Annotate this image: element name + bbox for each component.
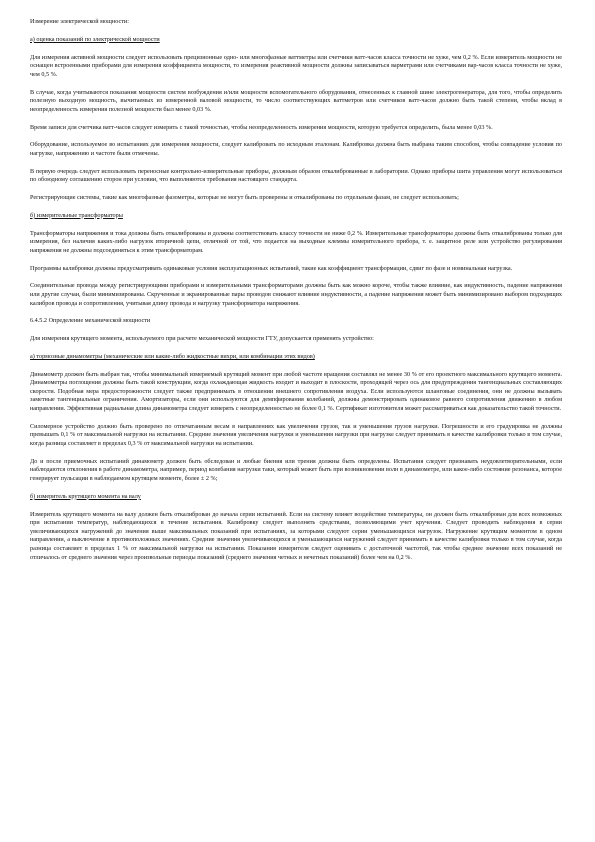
section-heading: б) измеритель крутящего момента на валу xyxy=(30,492,141,500)
paragraph: Для измерения крутящего момента, используемого при расчете механической мощности ГТУ, допускается применять устройство: xyxy=(30,335,374,343)
section-heading: а) оценка показаний по электрической мощности xyxy=(30,35,160,43)
paragraph: В первую очередь следует использовать переносные контрольно-измерительные приборы, должным образом откалиброванные в лаборатории. Однако приборы шита управления могут использоваться по обоюдному соглашению сторон при условии, что выполняются требования настоящего стандарта. xyxy=(30,167,562,184)
paragraph: Измерение электрической мощности: xyxy=(30,18,129,25)
paragraph: Программы калибровки должны предусматривать одинаковые условия эксплуатационных испытаний, такие как коэффициент трансформации, сдвиг по фазе и номинальная нагрузка. xyxy=(30,264,513,272)
section-heading: а) тормозные динамометры (механические или какие-либо жидкостные вихри, или комбинации этих видов) xyxy=(30,352,315,360)
paragraph: Время записи для счетчика ватт-часов следует измерить с такой точностью, чтобы неопределенность измерения мощности, которую требуется определить, была менее 0,03 %. xyxy=(30,123,493,131)
paragraph: Трансформаторы напряжения и тока должны быть откалиброваны и должны соответствовать классу точности не ниже 0,2 %. Измерительные трансформаторы должны быть откалиброваны только для измерения, без наличия каких-либо нагрузок вторичной цепи, отличной от той, что подается на выходные клеммы измерительного прибора, т. е. защитное реле или устройство регулирования напряжения не должны подсоединяться к этим трансформаторам. xyxy=(30,229,562,254)
paragraph: В случае, когда учитываются показания мощности систем возбуждения и/или мощности вспомогательного оборудования, отнесенных к главной шине электрогенератора, для того, чтобы определить полезную выходную мощность, вычитаемых из измеренной валовой мощности, то число соответствующих ваттметров или счетчиков ватт-часов должно быть такой степени, чтобы вклад в неопределенность измерения полезной мощности был менее 0,03 %. xyxy=(30,88,562,113)
paragraph: Силомерное устройство должно быть проверено по отпечатанным весам в направлениях как увеличения грузов, так и уменьшения грузов нагрузки. Погрешности и его градуировка не должны превышать 0,1 % от максимальной нагрузки на испытании. Средние значения увеличения нагрузки и уменьшения нагрузки при нагрузке следует принимать в качестве калибровки только в том случае, когда разница составляет в пределах 0,3 % от максимальной нагрузки на испытании. xyxy=(30,422,562,447)
paragraph: До и после приемочных испытаний динамометр должен быть обследован и любые биения или трения должны быть определены. Испытания следует признавать неудовлетворительными, если наблюдаются отклонения в работе динамометра, например, период колебания нагрузки таки, который может быть при возникновении волн в динамометре, или какое-либо состояние резонанса, которое генерирует пульсации в наблюдаемом крутящем моменте, более ± 2 %; xyxy=(30,457,562,482)
document-page xyxy=(30,18,562,571)
paragraph: 6.4.5.2 Определение механической мощности xyxy=(30,317,151,325)
paragraph: Для измерения активной мощности следует использовать прецизионные одно- или многофазные ваттметры или счетчики ватт-часов класса точности не хуже, чем 0,2 %. Если измеритель мощности не оснащен встроенными приборами для измерения коэффициента мощности, то измерения реактивной мощности должны записываться варметрами или счетчиками вар-часов класса точности не хуже, чем 0,5 %. xyxy=(30,53,562,78)
paragraph: Регистрирующие системы, такие как многофазные фазометры, которые не могут быть проверены и откалиброваны по отдельным фазам, не следует использовать; xyxy=(30,194,459,202)
paragraph: Динамометр должен быть выбран так, чтобы минимальный измеряемый крутящий момент при любой частоте вращения составлял не менее 30 % от его проектного максимального крутящего момента. Динамометры поглощения должны быть такой конструкции, когда охлаждающая жидкость входит и выходит в плоскости, проходящей через ось для предупреждения тангенциальных составляющих скорости. Подобная мера предосторожности следует также предпринимать в отношении внешнего сопротивления воздуха. Если используются шланговые соединения, они не должны вызывать заметные тангенциальные ограничения. Амортизаторы, если они используются для демпфирования колебаний, должны демонстрировать одинаковое равного сопротивления движению в любом направлении. Эффективная радиальная длина динамометра следует измерять с неопределенностью не более 0,1 %. Сертификат изготовителя может рассматриваться как доказательство такой точности. xyxy=(30,370,562,413)
paragraph: Измеритель крутящего момента на валу должен быть откалиброван до начала серии испытаний. Если на систему влияет воздействие температуры, он должен быть откалиброван для всех возможных при испытании температур, наблюдающихся в течение испытания. Калибровку следует выполнять средствами, позволяющими учет кручения. Следует проводить наблюдения в серии увеличивающихся нагружений до значения выше максимальных показаний при испытаниях, за которыми следуют серии уменьшающихся нагрузок. Нагружение крутящим моментом в одном направлении, а выключение в противоположных значениях. Средние значения увеличивающихся и уменьшающихся нагружений следует принимать в качестве калибровки только в том случае, когда разница составляет в пределах 1 % от максимальной нагрузки на испытании. Показания измерителя следует оценивать с достаточной частотой, так чтобы среднее значение всех показаний не отличалось от среднего значения через произвольные периоды показаний (среднего значения четных и нечетных показаний) более чем на 0,2 %. xyxy=(30,510,562,561)
section-heading: б) измерительные трансформаторы xyxy=(30,211,123,219)
paragraph: Соединительные провода между регистрирующими приборами и измерительными трансформаторами должны быть как можно короче, чтобы также влияние, как индуктивность, падение напряжения или другие случаи, были минимизированы. Скрученные и экранированные пары проводов снижают влияние индуктивности, а падение напряжения может быть минимизировано выбором подходящих калибров провода и сопротивления, учитывая длину провода и нагрузку трансформатора напряжения. xyxy=(30,282,562,307)
paragraph: Оборудование, используемое во испытаниях для измерения мощности, следует калибровать по исходным эталонам. Калибровка должна быть выбрана таким способом, чтобы совпадение условия по нагрузке, напряжению и частоте были отмечены. xyxy=(30,141,562,157)
